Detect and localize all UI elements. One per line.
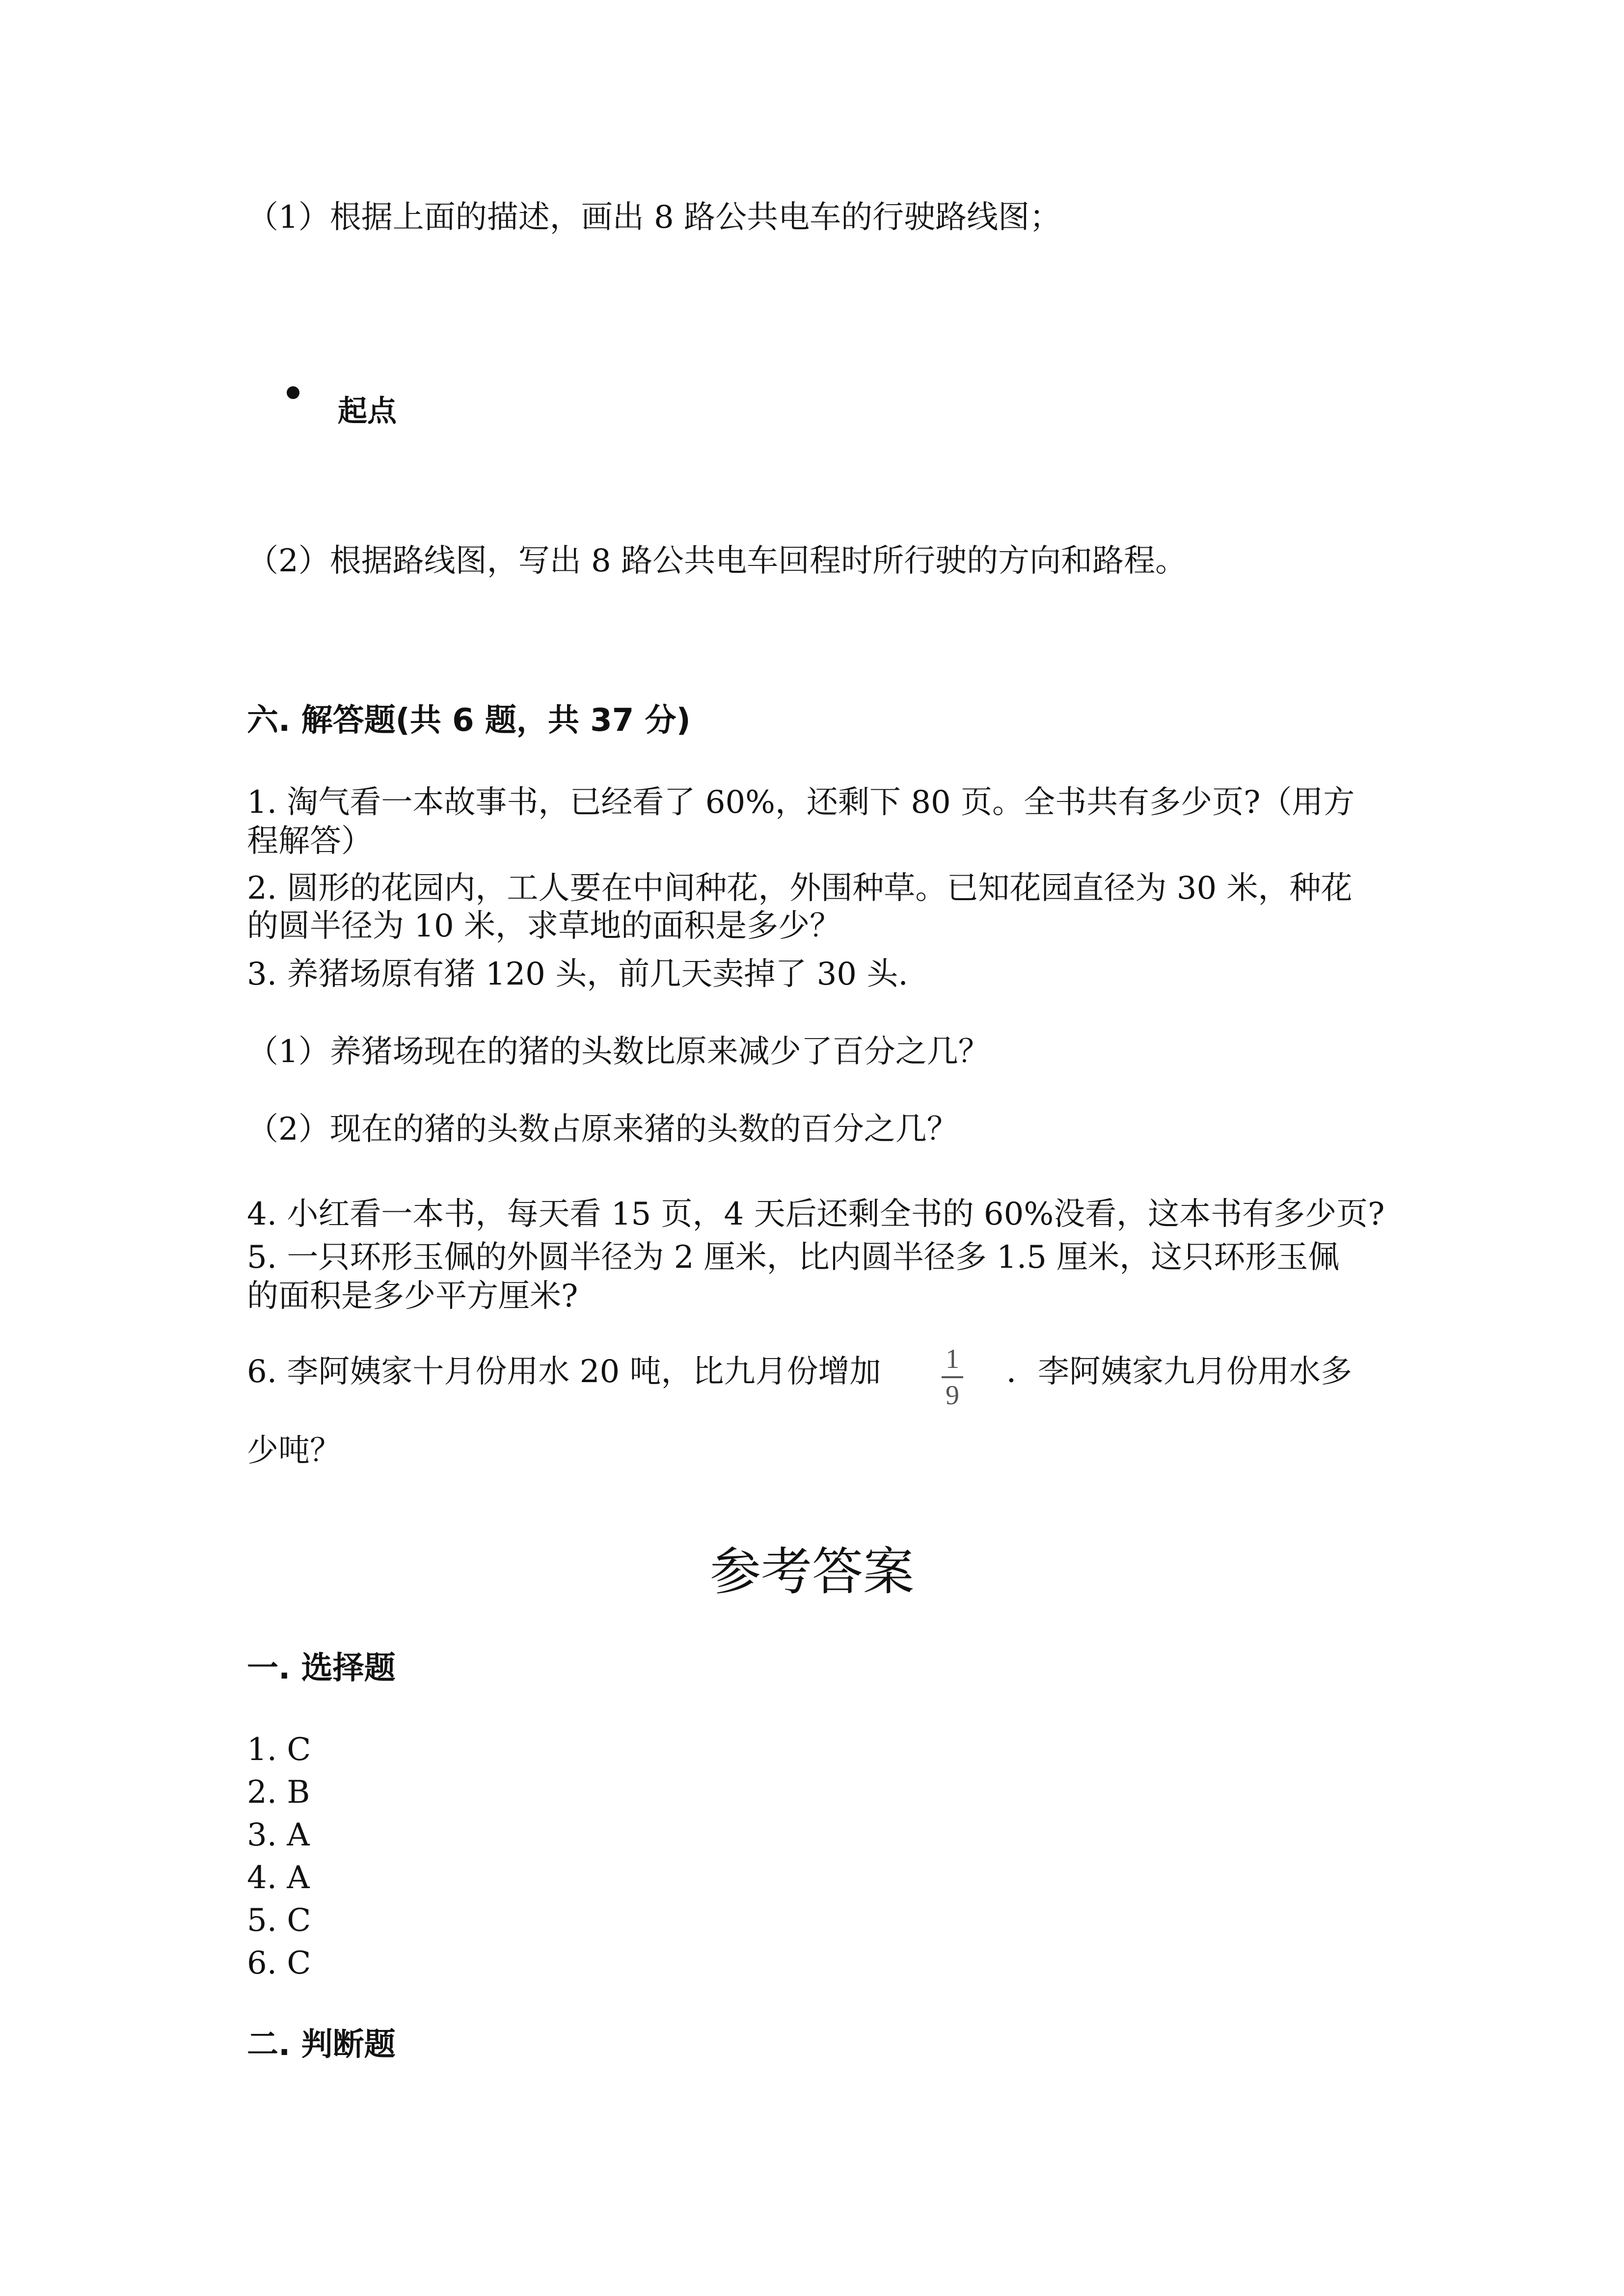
- problem-5-line-2: 的面积是多少平方厘米?: [247, 1278, 578, 1314]
- start-point-label: 起点: [338, 394, 397, 428]
- answers-section-1-heading: 一. 选择题: [247, 1650, 396, 1686]
- problem-1-line-2: 程解答）: [247, 823, 373, 859]
- answer-key-title: 参考答案: [709, 1542, 914, 1602]
- problem-6-line-1: 6. 李阿姨家十月份用水 20 吨，比九月份增加: [247, 1354, 881, 1390]
- answer-item: 6. C: [247, 1945, 311, 1981]
- answer-item: 5. C: [247, 1902, 311, 1939]
- problem-6-line-2: 少吨？: [247, 1433, 341, 1469]
- problem-3: 3. 养猪场原有猪 120 头，前几天卖掉了 30 头.: [247, 956, 908, 992]
- fraction-bar: [942, 1376, 963, 1378]
- answer-item: 4. A: [247, 1860, 310, 1896]
- start-point-marker: [287, 386, 299, 399]
- problem-2-line-1: 2. 圆形的花园内，工人要在中间种花，外围种草。已知花园直径为 30 米，种花: [247, 870, 1353, 907]
- fraction-one-ninth: [933, 1344, 972, 1411]
- answers-section-2-heading: 二. 判断题: [247, 2027, 396, 2063]
- problem-4: 4. 小红看一本书，每天看 15 页，4 天后还剩全书的 60%没看，这本书有多少页?: [247, 1196, 1385, 1232]
- problem-3-sub-2: （2）现在的猪的头数占原来猪的头数的百分之几？: [247, 1111, 958, 1148]
- problem-5-line-1: 5. 一只环形玉佩的外圆半径为 2 厘米，比内圆半径多 1.5 厘米，这只环形玉佩: [247, 1239, 1340, 1276]
- problem-3-sub-1: （1）养猪场现在的猪的头数比原来减少了百分之几？: [247, 1034, 990, 1070]
- problem-2-line-2: 的圆半径为 10 米，求草地的面积是多少？: [247, 908, 841, 944]
- route-question-2: （2）根据路线图，写出 8 路公共电车回程时所行驶的方向和路程。: [247, 543, 1187, 579]
- answer-item: 2. B: [247, 1774, 310, 1811]
- fraction-numerator: 1: [946, 1344, 959, 1374]
- answer-item: 3. A: [247, 1817, 310, 1853]
- answer-item: 1. C: [247, 1732, 311, 1768]
- section-6-heading: 六. 解答题(共 6 题，共 37 分): [247, 702, 691, 739]
- problem-1-line-1: 1. 淘气看一本故事书，已经看了 60%，还剩下 80 页。全书共有多少页?（用方: [247, 784, 1355, 821]
- fraction-denominator: 9: [946, 1380, 959, 1411]
- route-question-1: （1）根据上面的描述，画出 8 路公共电车的行驶路线图；: [247, 199, 1061, 236]
- problem-6-line-1-end: ．李阿姨家九月份用水多: [1006, 1354, 1352, 1390]
